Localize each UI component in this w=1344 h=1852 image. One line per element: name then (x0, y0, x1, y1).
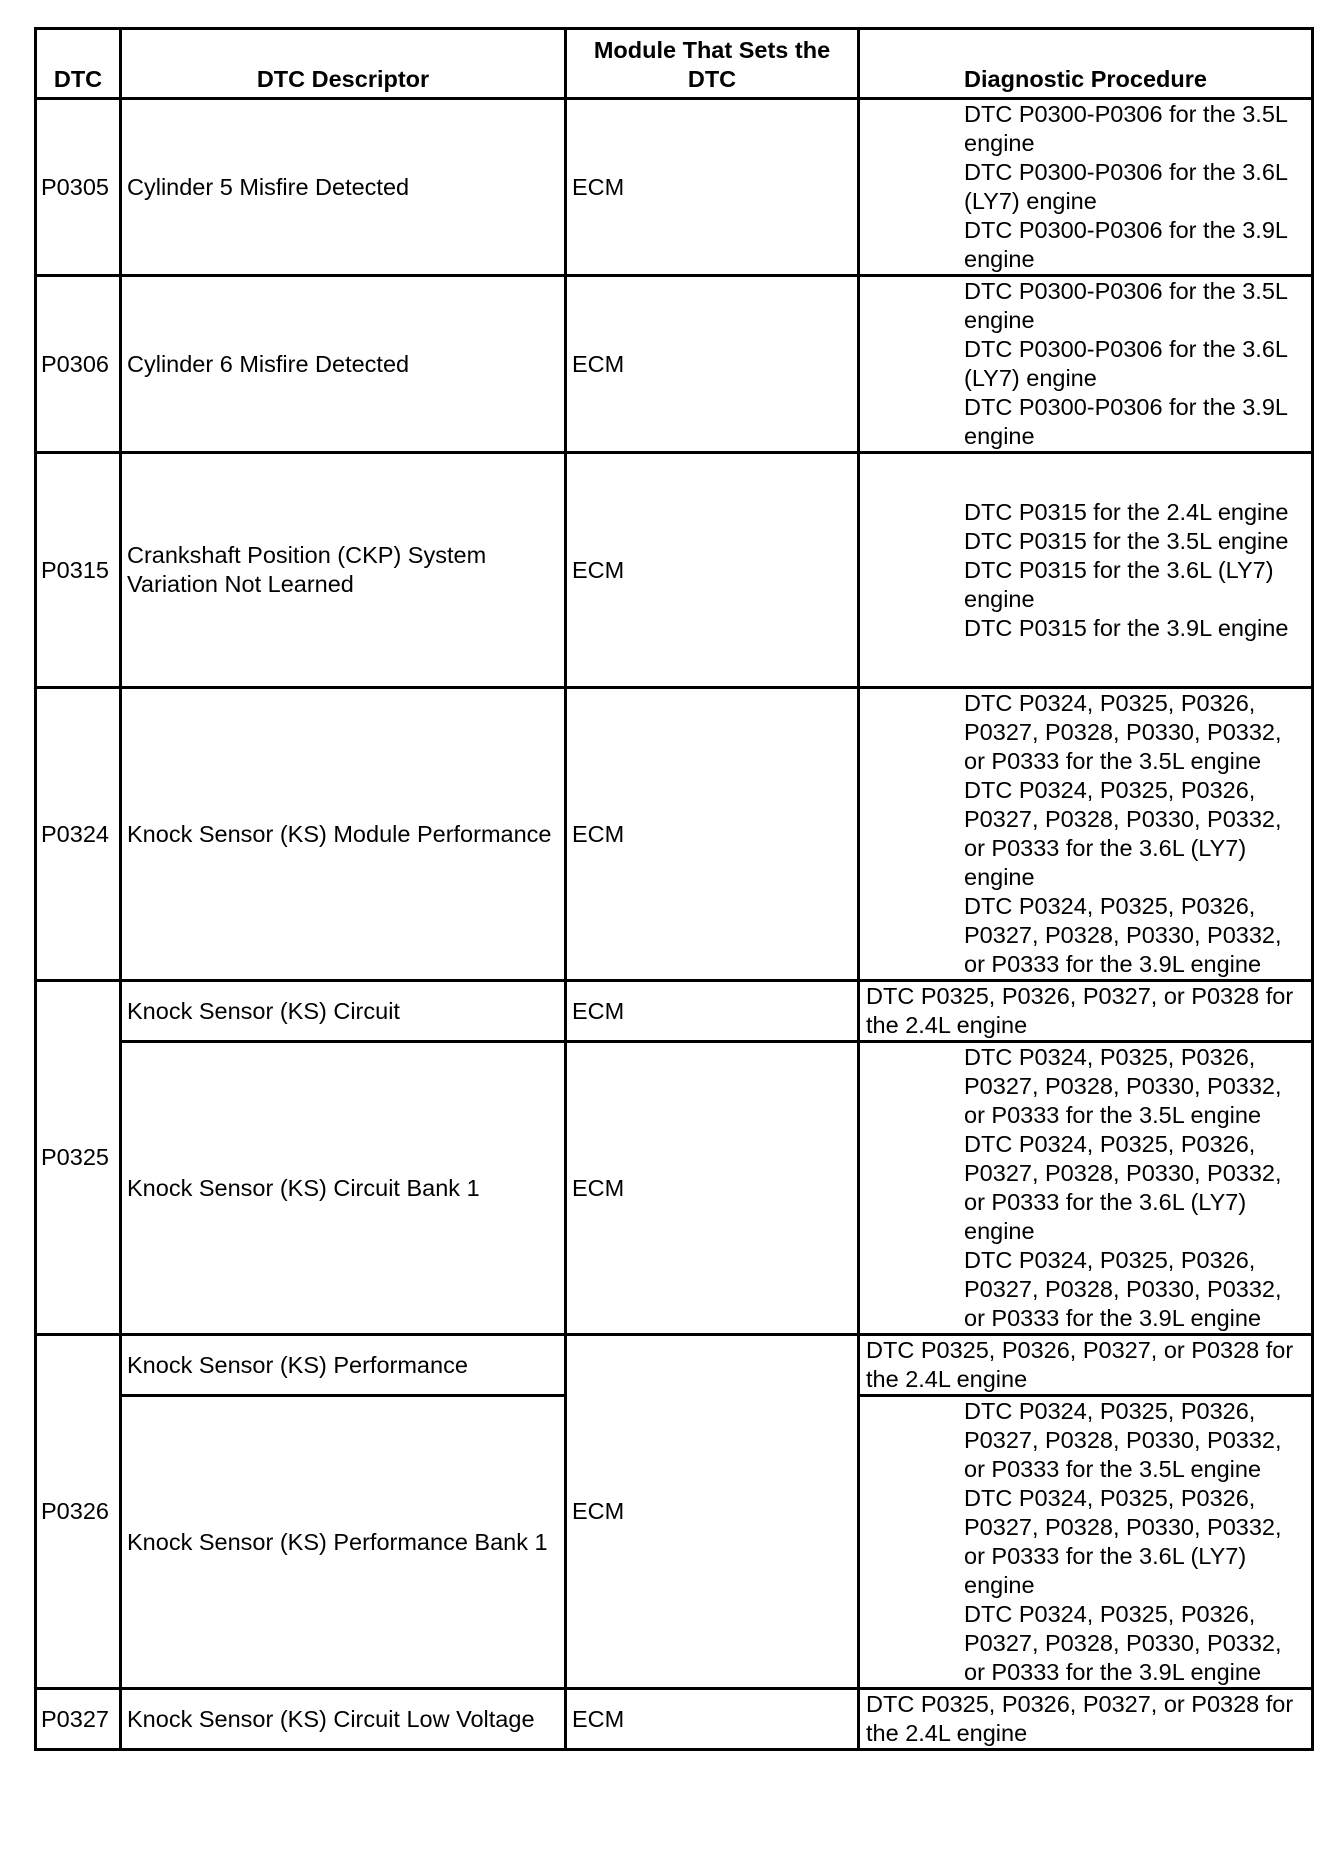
diagnostic-procedure (859, 99, 1313, 276)
table-row (36, 99, 1313, 276)
procedure-line: DTC P0325, P0326, P0327, or P0328 for the 2.4L engine (866, 1337, 1294, 1392)
procedure-line: DTC P0300-P0306 for the 3.6L (LY7) engine (964, 159, 1288, 214)
dtc-descriptor: Knock Sensor (KS) Circuit (121, 981, 566, 1042)
procedure-line: DTC P0324, P0325, P0326, P0327, P0328, P0330, P0332, or P0333 for the 3.5L engine (964, 1044, 1282, 1128)
header-descriptor: DTC Descriptor (121, 29, 566, 99)
table-row (36, 1042, 1313, 1335)
dtc-descriptor: Knock Sensor (KS) Circuit Bank 1 (121, 1042, 566, 1335)
dtc-code: P0326 (36, 1335, 121, 1689)
diagnostic-procedure (859, 276, 1313, 453)
procedure-line: DTC P0324, P0325, P0326, P0327, P0328, P0330, P0332, or P0333 for the 3.6L (LY7) engine (964, 1131, 1282, 1244)
dtc-code: P0327 (36, 1689, 121, 1750)
table-row (36, 981, 1313, 1042)
procedure-line: DTC P0315 for the 3.6L (LY7) engine (964, 556, 1274, 612)
procedure-line: DTC P0315 for the 3.5L engine (964, 527, 1289, 554)
dtc-descriptor: Knock Sensor (KS) Performance (121, 1335, 566, 1396)
dtc-descriptor: Cylinder 6 Misfire Detected (121, 276, 566, 453)
module: ECM (566, 1335, 859, 1689)
table-row (36, 276, 1313, 453)
procedure-line: DTC P0324, P0325, P0326, P0327, P0328, P0330, P0332, or P0333 for the 3.5L engine (964, 1398, 1282, 1482)
dtc-descriptor: Knock Sensor (KS) Performance Bank 1 (121, 1396, 566, 1689)
procedure-line: DTC P0300-P0306 for the 3.9L engine (964, 217, 1288, 272)
procedure-line: DTC P0324, P0325, P0326, P0327, P0328, P0330, P0332, or P0333 for the 3.9L engine (964, 1247, 1282, 1331)
procedure-line: DTC P0300-P0306 for the 3.5L engine (964, 101, 1288, 156)
dtc-descriptor: Cylinder 5 Misfire Detected (121, 99, 566, 276)
dtc-descriptor: Knock Sensor (KS) Circuit Low Voltage (121, 1689, 566, 1750)
diagnostic-procedure (859, 1042, 1313, 1335)
dtc-code: P0325 (36, 981, 121, 1335)
dtc-table-container (34, 27, 1314, 1751)
procedure-line: DTC P0325, P0326, P0327, or P0328 for the 2.4L engine (866, 1691, 1294, 1746)
header-row (36, 29, 1313, 99)
diagnostic-procedure (859, 1335, 1313, 1396)
module: ECM (566, 1689, 859, 1750)
procedure-line: DTC P0324, P0325, P0326, P0327, P0328, P0330, P0332, or P0333 for the 3.6L (LY7) engine (964, 1485, 1282, 1598)
dtc-code: P0324 (36, 688, 121, 981)
module: ECM (566, 1042, 859, 1335)
diagnostic-procedure (859, 1689, 1313, 1750)
dtc-descriptor: Crankshaft Position (CKP) System Variation Not Learned (121, 453, 566, 688)
procedure-line: DTC P0315 for the 2.4L engine (964, 498, 1289, 525)
procedure-line: DTC P0325, P0326, P0327, or P0328 for the 2.4L engine (866, 983, 1294, 1038)
diagnostic-procedure (859, 1396, 1313, 1689)
procedure-line: DTC P0324, P0325, P0326, P0327, P0328, P0330, P0332, or P0333 for the 3.9L engine (964, 893, 1282, 977)
dtc-descriptor: Knock Sensor (KS) Module Performance (121, 688, 566, 981)
dtc-table (34, 27, 1314, 1751)
table-row (36, 1689, 1313, 1750)
table-row (36, 453, 1313, 688)
dtc-code: P0315 (36, 453, 121, 688)
header-procedure: Diagnostic Procedure (859, 29, 1313, 99)
procedure-line: DTC P0300-P0306 for the 3.9L engine (964, 394, 1288, 449)
procedure-line: DTC P0324, P0325, P0326, P0327, P0328, P0330, P0332, or P0333 for the 3.6L (LY7) engine (964, 777, 1282, 890)
header-module: Module That Sets the DTC (566, 29, 859, 99)
dtc-code: P0306 (36, 276, 121, 453)
procedure-line: DTC P0324, P0325, P0326, P0327, P0328, P0330, P0332, or P0333 for the 3.9L engine (964, 1601, 1282, 1685)
diagnostic-procedure (859, 981, 1313, 1042)
procedure-line: DTC P0315 for the 3.9L engine (964, 614, 1289, 641)
diagnostic-procedure (859, 453, 1313, 688)
module: ECM (566, 688, 859, 981)
module: ECM (566, 453, 859, 688)
procedure-line: DTC P0300-P0306 for the 3.5L engine (964, 278, 1288, 333)
module: ECM (566, 99, 859, 276)
procedure-line: DTC P0324, P0325, P0326, P0327, P0328, P0330, P0332, or P0333 for the 3.5L engine (964, 690, 1282, 774)
header-dtc: DTC (36, 29, 121, 99)
procedure-line: DTC P0300-P0306 for the 3.6L (LY7) engine (964, 336, 1288, 391)
diagnostic-procedure (859, 688, 1313, 981)
table-row (36, 1335, 1313, 1396)
dtc-code: P0305 (36, 99, 121, 276)
module: ECM (566, 276, 859, 453)
module: ECM (566, 981, 859, 1042)
table-row (36, 688, 1313, 981)
